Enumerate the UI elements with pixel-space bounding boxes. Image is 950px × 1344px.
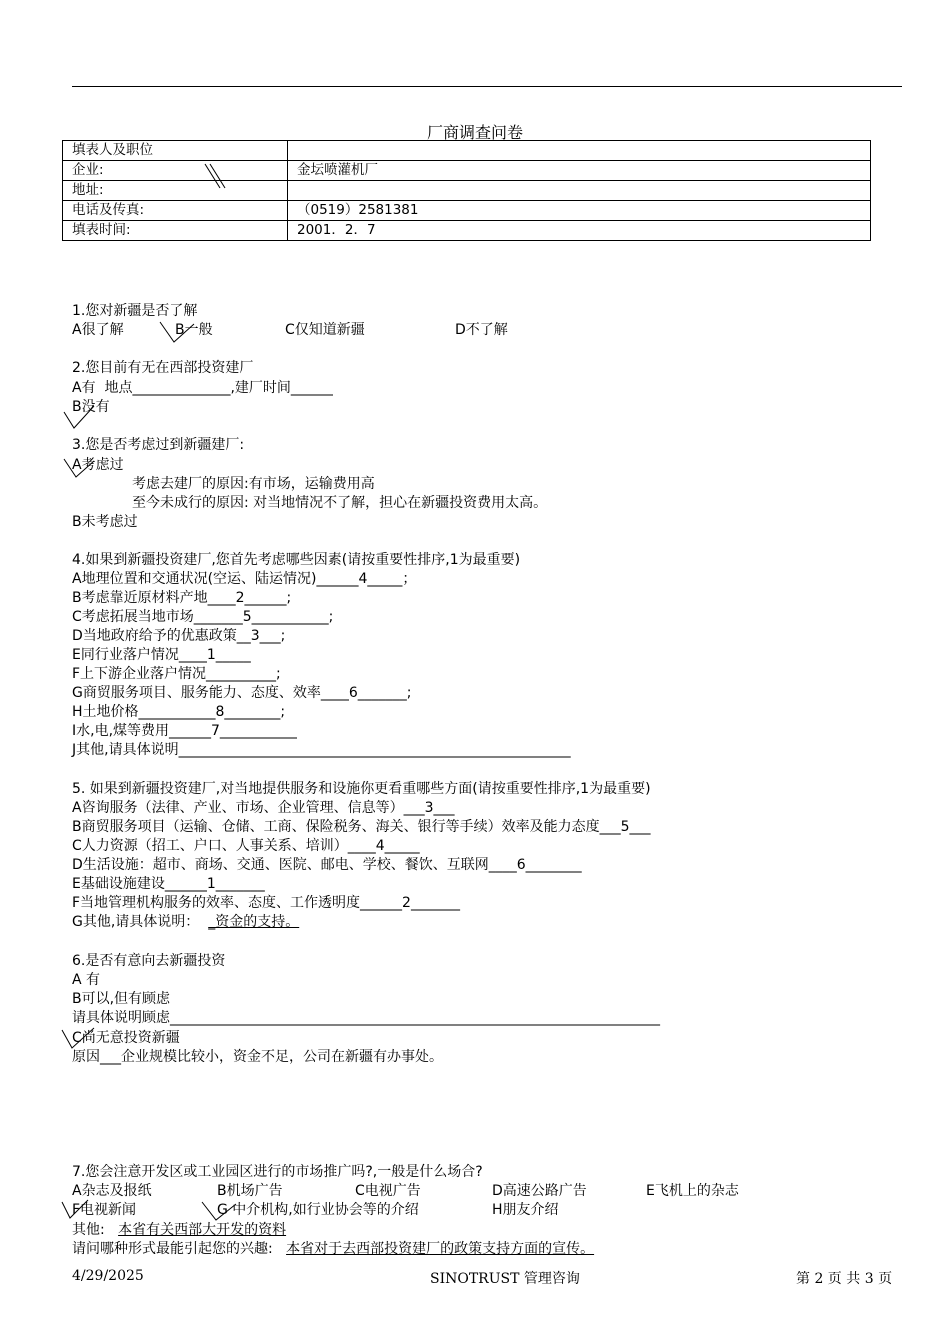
row-value: （0519）2581381	[288, 201, 871, 221]
q4-item: G商贸服务项目、服务能力、态度、效率____6_______;	[72, 685, 412, 701]
row-label: 电话及传真:	[63, 201, 288, 221]
q4-item: A地理位置和交通状况(空运、陆运情况)______4_____；	[72, 571, 417, 587]
q7-option-a: A杂志及报纸	[72, 1183, 152, 1199]
table-row	[63, 201, 871, 221]
q5-item: E基础设施建设______1_______	[72, 876, 265, 892]
q7-option-h: H朋友介绍	[492, 1202, 559, 1218]
q3-reason: 考虑去建厂的原因:有市场，运输费用高	[132, 476, 375, 492]
q2-title: 2.您目前有无在西部投资建厂	[72, 360, 254, 376]
q6-detail: 请具体说明顾虑______________________________________________________________________	[72, 1010, 660, 1026]
checkmark-icon	[62, 404, 98, 432]
q4-item: D当地政府给予的优惠政策__3___;	[72, 628, 286, 644]
q7-option-e: E飞机上的杂志	[646, 1183, 739, 1199]
row-value: 2001．2．7	[288, 221, 871, 241]
q7-other-answer: 本省有关西部大开发的资料	[118, 1222, 287, 1238]
row-label: 填表时间:	[63, 221, 288, 241]
checkmark-icon	[62, 455, 98, 481]
row-label: 企业:	[63, 161, 288, 181]
row-value: 金坛喷灌机厂	[288, 161, 871, 181]
q4-item: B考虑靠近原材料产地____2______;	[72, 590, 292, 606]
header-rule	[72, 86, 902, 87]
q7-title: 7.您会注意开发区或工业园区进行的市场推广吗?,一般是什么场合?	[72, 1164, 483, 1180]
row-label: 填表人及职位	[63, 141, 288, 161]
q7-other	[72, 1221, 286, 1239]
q7-option-c: C电视广告	[355, 1183, 421, 1199]
q4-title: 4.如果到新疆投资建厂,您首先考虑哪些因素(请按重要性排序,1为最重要)	[72, 552, 521, 568]
table-row	[63, 141, 871, 161]
q1-option-d: D不了解	[455, 322, 508, 338]
table-row	[63, 181, 871, 201]
row-value	[288, 181, 871, 201]
q4-item: F上下游企业落户情况__________;	[72, 666, 281, 682]
double-slash-mark	[200, 160, 230, 192]
q7-other-label: 其他:	[72, 1222, 119, 1238]
q7-option-b: B机场广告	[217, 1183, 283, 1199]
q3-option-a: A考虑过	[72, 457, 124, 473]
table-row	[63, 221, 871, 241]
q5-item-g	[72, 913, 299, 931]
q7-interest-label: 请问哪种形式最能引起您的兴趣:	[72, 1241, 287, 1257]
q1-option-c: C仅知道新疆	[285, 322, 365, 338]
q7-option-g: G 中介机构,如行业协会等的介绍	[217, 1202, 419, 1218]
q5-item: F当地管理机构服务的效率、态度、工作透明度______2_______	[72, 895, 460, 911]
q7-interest	[72, 1240, 594, 1258]
q4-item: C考虑拓展当地市场_______5___________;	[72, 609, 334, 625]
q5-g-label: G其他,请具体说明：	[72, 914, 209, 930]
footer-date: 4/29/2025	[72, 1268, 144, 1284]
q1-option-b: B一般	[175, 322, 213, 338]
q1-option-a: A很了解	[72, 322, 124, 338]
q4-item: I水,电,煤等费用______7___________	[72, 723, 297, 739]
q5-item: A咨询服务（法律、产业、市场、企业管理、信息等）___3___	[72, 800, 455, 816]
q7-option-d: D高速公路广告	[492, 1183, 587, 1199]
page-title: 厂商调查问卷	[426, 123, 523, 142]
q5-item: B商贸服务项目（运输、仓储、工商、保险税务、海关、银行等手续）效率及能力态度___5___	[72, 819, 651, 835]
q4-item: J其他,请具体说明________________________________________________________	[72, 742, 571, 758]
q6-option-b: B可以,但有顾虑	[72, 991, 171, 1007]
q3-option-b: B未考虑过	[72, 514, 138, 530]
q6-title: 6.是否有意向去新疆投资	[72, 953, 226, 969]
q2-option-a: A有 地点______________,建厂时间______	[72, 380, 333, 396]
q5-item: C人力资源（招工、户口、人事关系、培训）____4_____	[72, 838, 420, 854]
q2-option-b: B没有	[72, 399, 110, 415]
table-row	[63, 161, 871, 181]
q7-interest-answer: 本省对于去西部投资建厂的政策支持方面的宣传。	[286, 1241, 595, 1257]
q3-not-yet-reason: 至今未成行的原因: 对当地情况不了解，担心在新疆投资费用太高。	[132, 495, 548, 511]
footer-page-number: 第 2 页 共 3 页	[796, 1271, 893, 1287]
footer-company: SINOTRUST 管理咨询	[430, 1271, 580, 1287]
q1-title: 1.您对新疆是否了解	[72, 303, 198, 319]
checkmark-icon	[60, 1198, 90, 1222]
checkmark-icon	[158, 318, 198, 346]
q4-item: H土地价格___________8________;	[72, 704, 286, 720]
q6-option-a: A 有	[72, 972, 101, 988]
q5-item: D生活设施：超市、商场、交通、医院、邮电、学校、餐饮、互联网____6________	[72, 857, 582, 873]
q7-option-f: F电视新闻	[72, 1202, 137, 1218]
q4-item: E同行业落户情况____1_____	[72, 647, 251, 663]
q6-option-c: C尚无意投资新疆	[72, 1030, 180, 1046]
info-table	[62, 140, 871, 241]
q5-title: 5. 如果到新疆投资建厂,对当地提供服务和设施你更看重哪些方面(请按重要性排序,1为最重要)	[72, 781, 651, 797]
row-label: 地址:	[63, 181, 288, 201]
row-value	[288, 141, 871, 161]
q5-g-answer: _资金的支持。	[208, 914, 300, 930]
q6-reason: 原因___企业规模比较小，资金不足，公司在新疆有办事处。	[72, 1049, 443, 1065]
q3-title: 3.您是否考虑过到新疆建厂:	[72, 437, 245, 453]
